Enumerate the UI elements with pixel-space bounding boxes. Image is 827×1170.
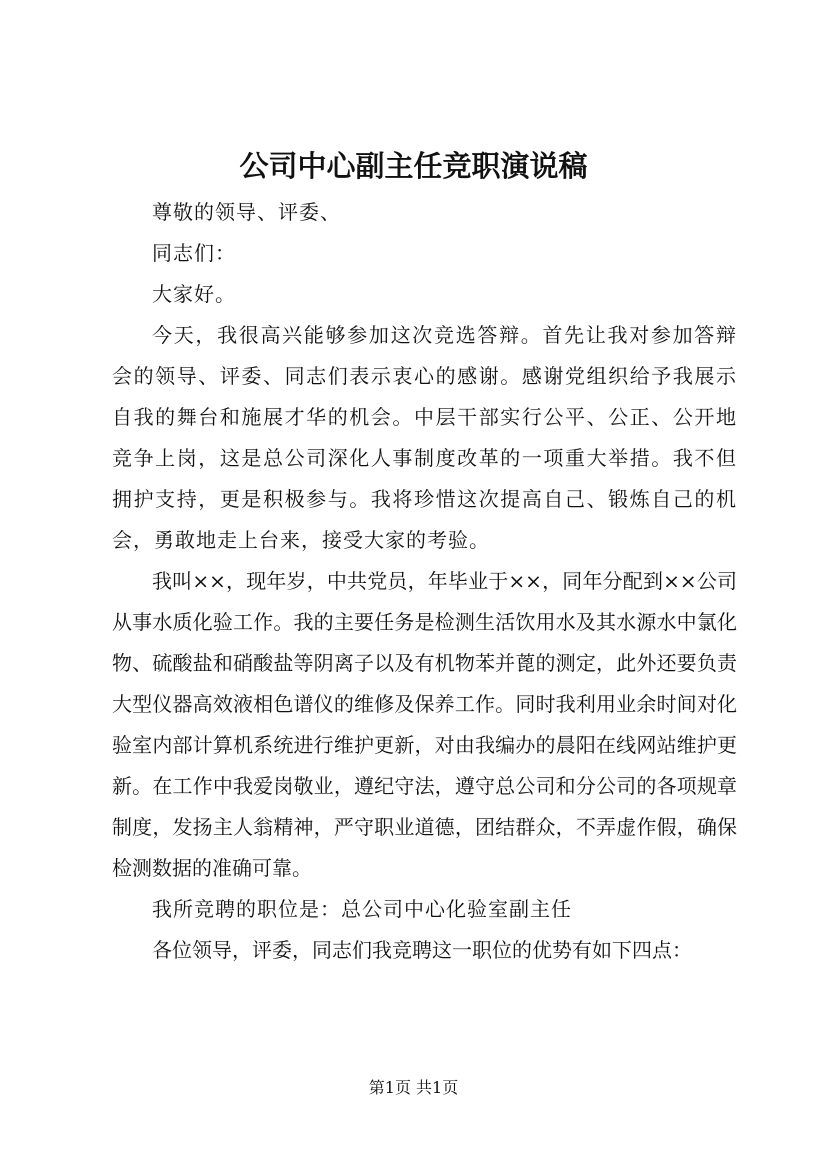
body-paragraph: 今天，我很高兴能够参加这次竞选答辩。首先让我对参加答辩会的领导、评委、同志们表示衷心的感谢。感谢党组织给予我展示自我的舞台和施展才华的机会。中层干部实行公平、公正、公开地竞争上岗，这是总公司深化人事制度改革的一项重大举措。我不但拥护支持，更是积极参与。我将珍惜这次提高自己、锻炼自己的机会，勇敢地走上台来，接受大家的考验。 [112,323,737,552]
page-number-footer: 第1页 共1页 [368,1078,459,1097]
body-paragraph: 各位领导，评委，同志们我竞聘这一职位的优势有如下四点： [152,938,692,962]
document-title: 公司中心副主任竞职演说稿 [239,149,588,183]
greeting-line: 同志们： [152,241,236,265]
document-body [112,192,737,971]
body-paragraph: 我所竞聘的职位是：总公司中心化验室副主任 [152,897,572,921]
greeting-line: 大家好。 [152,282,236,306]
body-paragraph: 我叫××，现年岁，中共党员，年毕业于××，同年分配到××公司从事水质化验工作。我的主要任务是检测生活饮用水及其水源水中氯化物、硫酸盐和硝酸盐等阴离子以及有机物苯并蓖的测定，此外还要负责大型仪器高效液相色谱仪的维修及保养工作。同时我利用业余时间对化验室内部计算机系统进行维护更新，对由我编办的晨阳在线网站维护更新。在工作中我爱岗敬业，遵纪守法，遵守总公司和分公司的各项规章制度，发扬主人翁精神，严守职业道德，团结群众，不弄虚作假，确保检测数据的准确可靠。 [112,569,737,880]
greeting-line: 尊敬的领导、评委、 [152,200,341,224]
